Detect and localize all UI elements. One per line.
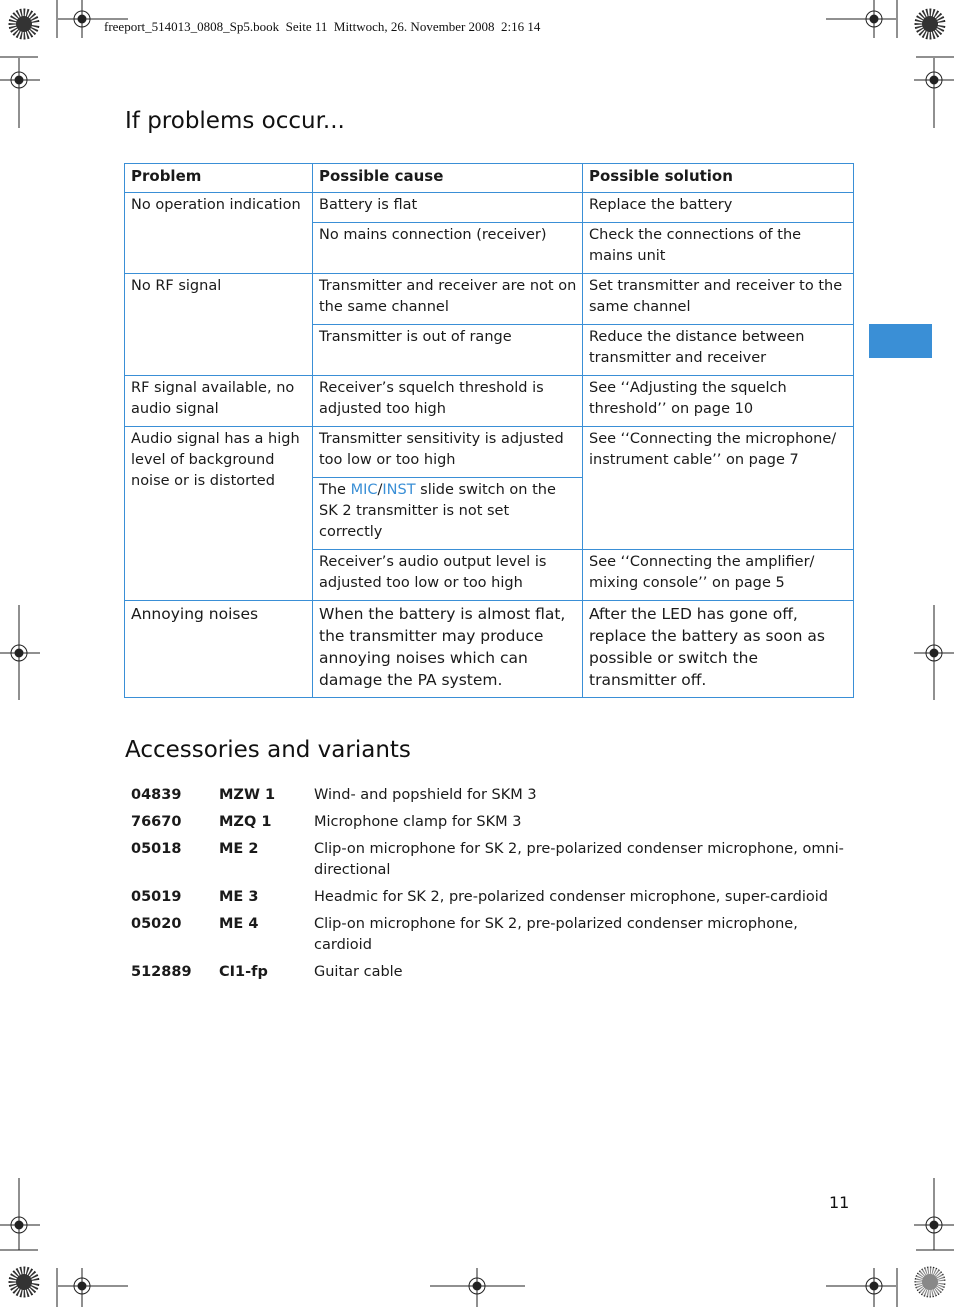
page-title: If problems occur... bbox=[125, 108, 345, 134]
starburst-icon-bottom-right bbox=[915, 1267, 945, 1297]
print-header: freeport_514013_0808_Sp5.book Seite 11 Mittwoch, 26. November 2008 2:16 14 bbox=[104, 19, 541, 34]
cause-cell: When the battery is almost flat, the transmitter may produce annoying noises which can damage the PA system. bbox=[313, 601, 583, 698]
article-number: 512889 bbox=[131, 964, 192, 980]
article-number: 05020 bbox=[131, 916, 182, 932]
solution-cell: Reduce the distance between transmitter and receiver bbox=[583, 325, 854, 376]
article-number: 04839 bbox=[131, 787, 182, 803]
model-name: ME 2 bbox=[219, 841, 259, 857]
crosshair-icon-left-top bbox=[0, 58, 40, 128]
mic-label: MIC bbox=[350, 482, 378, 498]
table-row bbox=[125, 601, 854, 698]
list-item bbox=[125, 913, 855, 961]
item-description: Headmic for SK 2, pre-polarized condenser microphone, super-cardioid bbox=[314, 889, 828, 905]
item-description: Clip-on microphone for SK 2, pre-polarized condenser microphone, cardioid bbox=[314, 916, 798, 953]
item-description: Guitar cable bbox=[314, 964, 403, 980]
solution-cell: See ‘‘Connecting the microphone/ instrument cable’’ on page 7 bbox=[583, 427, 854, 550]
item-description: Wind- and popshield for SKM 3 bbox=[314, 787, 537, 803]
starburst-icon-top-left bbox=[9, 9, 39, 39]
table-header-row bbox=[125, 164, 854, 193]
header-solution: Possible solution bbox=[583, 164, 854, 193]
model-name: MZQ 1 bbox=[219, 814, 272, 830]
crosshair-icon-right-middle bbox=[914, 605, 954, 700]
model-name: MZW 1 bbox=[219, 787, 276, 803]
troubleshooting-table bbox=[124, 163, 854, 698]
solution-cell: After the LED has gone off, replace the battery as soon as possible or switch the transmitter off. bbox=[583, 601, 854, 698]
starburst-icon-bottom-left bbox=[9, 1267, 39, 1297]
cause-cell: Transmitter is out of range bbox=[313, 325, 583, 376]
model-name: CI1-fp bbox=[219, 964, 268, 980]
accessories-table bbox=[125, 784, 855, 988]
problem-cell: Audio signal has a high level of background noise or is distorted bbox=[125, 427, 313, 601]
item-description: Clip-on microphone for SK 2, pre-polarized condenser microphone, omni-directional bbox=[314, 841, 844, 878]
cause-cell bbox=[313, 478, 583, 550]
table-row bbox=[125, 376, 854, 427]
solution-cell: See ‘‘Connecting the amplifier/ mixing console’’ on page 5 bbox=[583, 550, 854, 601]
cause-cell: Receiver’s audio output level is adjusted too low or too high bbox=[313, 550, 583, 601]
list-item bbox=[125, 784, 855, 811]
list-item bbox=[125, 811, 855, 838]
solution-cell: Check the connections of the mains unit bbox=[583, 223, 854, 274]
cause-cell: Battery is flat bbox=[313, 193, 583, 223]
cause-text: slide switch on the SK 2 transmitter is not set correctly bbox=[319, 482, 556, 540]
article-number: 76670 bbox=[131, 814, 182, 830]
crosshair-icon-bottom-right bbox=[826, 1268, 896, 1307]
article-number: 05019 bbox=[131, 889, 182, 905]
crosshair-icon-bottom-left bbox=[58, 1268, 128, 1307]
header-problem: Problem bbox=[125, 164, 313, 193]
slash-text: / bbox=[377, 482, 383, 498]
inst-label: INST bbox=[382, 482, 416, 498]
item-description: Microphone clamp for SKM 3 bbox=[314, 814, 522, 830]
solution-cell: Set transmitter and receiver to the same channel bbox=[583, 274, 854, 325]
page-number: 11 bbox=[829, 1193, 850, 1212]
cause-cell: Receiver’s squelch threshold is adjusted too high bbox=[313, 376, 583, 427]
problem-cell: Annoying noises bbox=[125, 601, 313, 698]
solution-cell: See ‘‘Adjusting the squelch threshold’’ on page 10 bbox=[583, 376, 854, 427]
crosshair-icon-top-right bbox=[826, 0, 896, 38]
chapter-tab bbox=[869, 324, 932, 358]
cause-text: The bbox=[319, 482, 351, 498]
problem-cell: No operation indication bbox=[125, 193, 313, 274]
crosshair-icon-right-top bbox=[914, 58, 954, 128]
table-row bbox=[125, 274, 854, 325]
crosshair-icon-left-middle bbox=[0, 605, 40, 700]
problem-cell: No RF signal bbox=[125, 274, 313, 376]
header-cause: Possible cause bbox=[313, 164, 583, 193]
crosshair-icon-bottom-center bbox=[430, 1268, 525, 1307]
table-row bbox=[125, 193, 854, 223]
solution-cell: Replace the battery bbox=[583, 193, 854, 223]
section-title-accessories: Accessories and variants bbox=[125, 737, 411, 763]
crosshair-icon-right-bottom bbox=[914, 1178, 954, 1250]
cause-cell: Transmitter and receiver are not on the same channel bbox=[313, 274, 583, 325]
model-name: ME 3 bbox=[219, 889, 259, 905]
table-row bbox=[125, 427, 854, 478]
article-number: 05018 bbox=[131, 841, 182, 857]
model-name: ME 4 bbox=[219, 916, 259, 932]
cause-cell: Transmitter sensitivity is adjusted too low or too high bbox=[313, 427, 583, 478]
crosshair-icon-top-center-left bbox=[58, 0, 128, 38]
list-item bbox=[125, 886, 855, 913]
starburst-icon-top-right bbox=[915, 9, 945, 39]
list-item bbox=[125, 838, 855, 886]
list-item bbox=[125, 961, 855, 988]
problem-cell: RF signal available, no audio signal bbox=[125, 376, 313, 427]
crosshair-icon-left-bottom bbox=[0, 1178, 40, 1250]
cause-cell: No mains connection (receiver) bbox=[313, 223, 583, 274]
